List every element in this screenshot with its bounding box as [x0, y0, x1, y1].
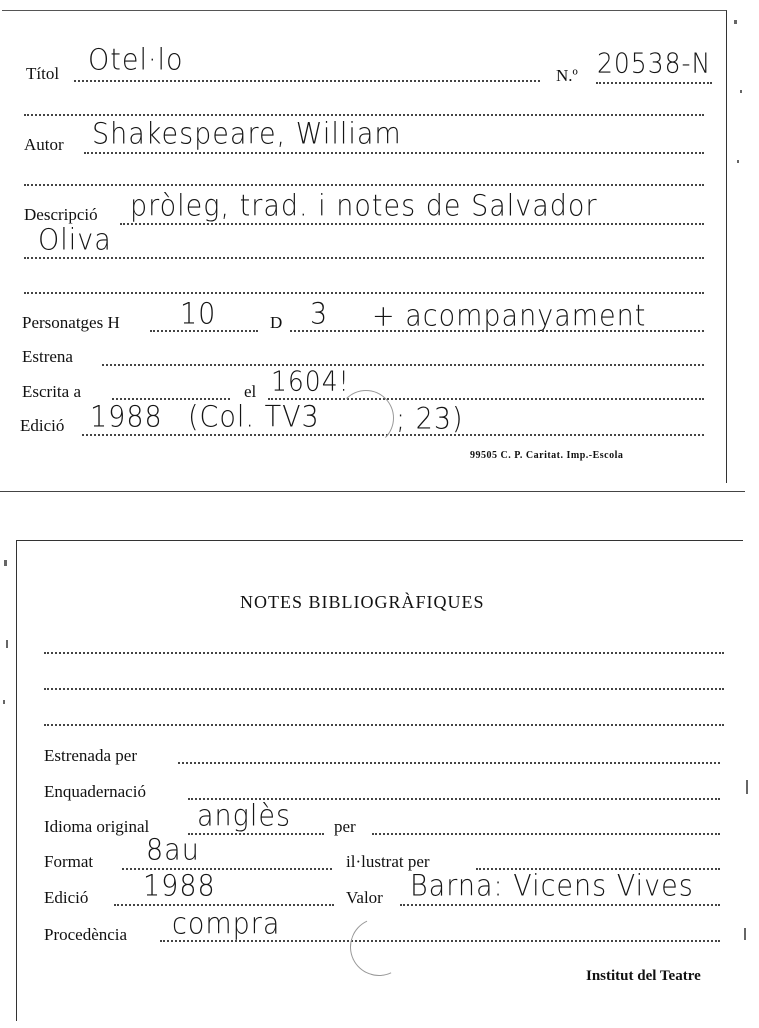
estrenada-label: Estrenada per	[44, 746, 137, 765]
titol-value: Otel·lo	[88, 42, 184, 77]
scan-speck	[740, 90, 742, 93]
numero-value: 20538-N	[597, 47, 712, 79]
printer-imprint: 99505 C. P. Caritat. Imp.-Escola	[470, 450, 624, 461]
valor-line	[400, 904, 720, 906]
personatges-d-line	[290, 330, 704, 332]
estrena-label: Estrena	[22, 347, 73, 366]
personatges-d-label: D	[270, 313, 283, 332]
estrenada-line	[178, 762, 720, 764]
card-separator	[0, 491, 745, 492]
escrita-year-line	[268, 398, 704, 400]
scan-speck	[6, 640, 8, 648]
valor-value: Barna: Vicens Vives	[410, 868, 694, 903]
idioma-per-line	[372, 833, 720, 835]
idioma-value: anglès	[197, 798, 292, 833]
format-value: 8au	[146, 832, 200, 867]
descripcio-line-2	[24, 257, 704, 259]
enquadernacio-label: Enquadernació	[44, 782, 146, 801]
notes-line-1	[44, 652, 724, 654]
autor-line-2	[24, 184, 704, 186]
titol-label: Títol	[26, 64, 60, 83]
notes-line-2	[44, 688, 724, 690]
procedencia-label: Procedència	[44, 925, 128, 944]
autor-value: Shakespeare, William	[92, 116, 402, 151]
edicio-value: 1988	[90, 399, 163, 434]
punch-hole	[338, 390, 394, 446]
descripcio-value-line1: pròleg, trad. i notes de Salvador	[130, 188, 598, 223]
format-label: Format	[44, 852, 94, 871]
edicio-collection: (Col. TV3	[188, 399, 320, 434]
personatges-h-line	[150, 330, 258, 332]
edicio-number: ; 23)	[396, 401, 464, 436]
numero-line	[596, 82, 712, 84]
estrena-line	[102, 364, 704, 366]
edicio-label: Edició	[20, 416, 65, 435]
descripcio-line	[120, 223, 704, 225]
scan-speck	[744, 928, 746, 940]
personatges-extra: + acompanyament	[372, 298, 647, 333]
illustrat-label: il·lustrat per	[346, 852, 430, 871]
notes-heading: NOTES BIBLIOGRÀFIQUES	[240, 592, 485, 612]
scan-speck	[746, 780, 748, 794]
back-edicio-value: 1988	[143, 868, 216, 903]
descripcio-label: Descripció	[24, 205, 98, 224]
valor-label: Valor	[346, 888, 383, 907]
idioma-per-label: per	[334, 817, 356, 836]
escrita-label: Escrita a	[22, 382, 81, 401]
back-edicio-line	[114, 904, 334, 906]
procedencia-value: compra	[172, 906, 281, 941]
procedencia-line	[160, 940, 720, 942]
personatges-h-value: 10	[180, 296, 217, 331]
numero-label: N.º	[556, 66, 578, 85]
idioma-label: Idioma original	[44, 817, 150, 836]
idioma-line	[188, 833, 324, 835]
scan-speck	[737, 160, 739, 163]
personatges-label: Personatges H	[22, 313, 120, 332]
descripcio-value-line2: Oliva	[38, 222, 112, 257]
back-edicio-label: Edició	[44, 888, 89, 907]
personatges-d-value: 3	[310, 296, 329, 331]
edicio-line	[82, 434, 704, 436]
autor-label: Autor	[24, 135, 64, 154]
el-label: el	[244, 382, 257, 401]
autor-line	[84, 152, 704, 154]
descripcio-line-3	[24, 292, 704, 294]
scan-speck	[3, 700, 5, 704]
institut-footer: Institut del Teatre	[586, 968, 701, 984]
titol-line	[74, 80, 540, 82]
escrita-year: 1604!	[271, 365, 350, 397]
scan-speck	[734, 20, 737, 24]
titol-line-2	[24, 114, 704, 116]
scan-speck	[4, 560, 7, 566]
notes-line-3	[44, 724, 724, 726]
